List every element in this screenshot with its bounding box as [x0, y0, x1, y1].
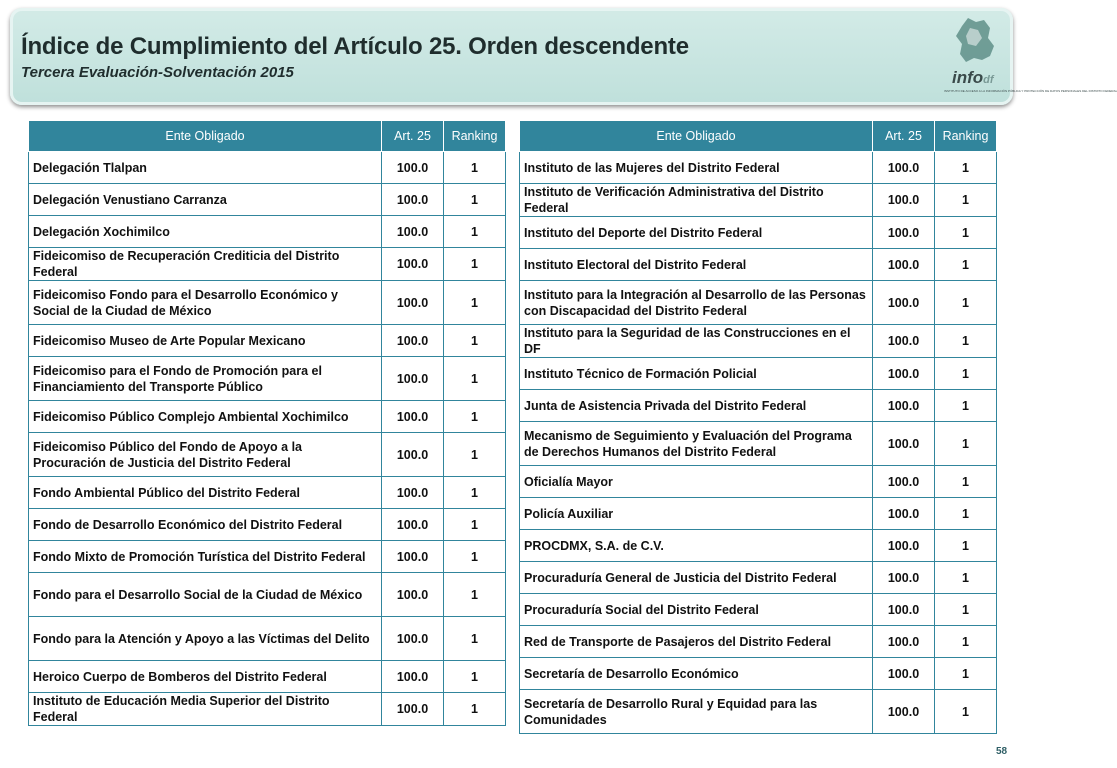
- cell-ente: Junta de Asistencia Privada del Distrito Federal: [520, 390, 873, 422]
- table-row: [520, 249, 997, 281]
- cell-ente: Mecanismo de Seguimiento y Evaluación del Programa de Derechos Humanos del Distrito Federal: [520, 422, 873, 466]
- cell-ente: Policía Auxiliar: [520, 498, 873, 530]
- left-table-body: [29, 152, 506, 726]
- column-header-ente[interactable]: Ente Obligado: [29, 121, 382, 152]
- table-row: [29, 401, 506, 433]
- table-row: [520, 690, 997, 734]
- cell-ranking: 1: [935, 152, 997, 184]
- table-row: [520, 358, 997, 390]
- cell-art25: 100.0: [382, 693, 444, 726]
- table-row: [520, 390, 997, 422]
- cell-ente: Fideicomiso Público Complejo Ambiental Xochimilco: [29, 401, 382, 433]
- cell-ranking: 1: [444, 693, 506, 726]
- cell-ranking: 1: [935, 690, 997, 734]
- cell-ente: Fideicomiso Museo de Arte Popular Mexicano: [29, 325, 382, 357]
- cell-ente: Fondo Ambiental Público del Distrito Federal: [29, 477, 382, 509]
- cell-art25: 100.0: [873, 626, 935, 658]
- table-row: [520, 562, 997, 594]
- cell-ranking: 1: [935, 390, 997, 422]
- cell-art25: 100.0: [873, 390, 935, 422]
- cell-art25: 100.0: [873, 658, 935, 690]
- cell-art25: 100.0: [382, 617, 444, 661]
- cell-ranking: 1: [935, 249, 997, 281]
- cell-art25: 100.0: [873, 498, 935, 530]
- cell-ente: Fideicomiso para el Fondo de Promoción para el Financiamiento del Transporte Público: [29, 357, 382, 401]
- table-row: [520, 594, 997, 626]
- cell-ente: Fondo para la Atención y Apoyo a las Víctimas del Delito: [29, 617, 382, 661]
- cell-art25: 100.0: [873, 184, 935, 217]
- cell-art25: 100.0: [382, 281, 444, 325]
- logo-tagline: INSTITUTO DE ACCESO A LA INFORMACIÓN PÚBLICA Y PROTECCIÓN DE DATOS PERSONALES DEL DISTRITO FEDERAL: [944, 89, 1117, 93]
- cell-ranking: 1: [444, 541, 506, 573]
- table-row: [29, 248, 506, 281]
- left-table-header: [29, 121, 506, 152]
- cell-art25: 100.0: [873, 594, 935, 626]
- column-header-art25[interactable]: Art. 25: [873, 121, 935, 152]
- cell-ente: Delegación Tlalpan: [29, 152, 382, 184]
- column-header-ranking[interactable]: Ranking: [444, 121, 506, 152]
- cell-ente: Secretaría de Desarrollo Rural y Equidad para las Comunidades: [520, 690, 873, 734]
- cell-art25: 100.0: [382, 509, 444, 541]
- table-row: [29, 152, 506, 184]
- cell-ente: Oficialía Mayor: [520, 466, 873, 498]
- cell-art25: 100.0: [873, 358, 935, 390]
- cell-ranking: 1: [444, 184, 506, 216]
- table-row: [520, 498, 997, 530]
- cell-ente: Fondo de Desarrollo Económico del Distrito Federal: [29, 509, 382, 541]
- cell-art25: 100.0: [873, 281, 935, 325]
- cell-ranking: 1: [935, 466, 997, 498]
- cell-ranking: 1: [935, 530, 997, 562]
- cell-art25: 100.0: [873, 217, 935, 249]
- cell-ranking: 1: [444, 325, 506, 357]
- table-row: [29, 433, 506, 477]
- cell-art25: 100.0: [873, 466, 935, 498]
- cell-ranking: 1: [935, 281, 997, 325]
- cell-ranking: 1: [444, 281, 506, 325]
- cell-art25: 100.0: [382, 541, 444, 573]
- cell-ente: Instituto Electoral del Distrito Federal: [520, 249, 873, 281]
- right-table-body: [520, 152, 997, 734]
- cell-ente: Instituto de Verificación Administrativa del Distrito Federal: [520, 184, 873, 217]
- cell-ranking: 1: [444, 401, 506, 433]
- cell-art25: 100.0: [382, 401, 444, 433]
- table-row: [520, 466, 997, 498]
- cell-art25: 100.0: [382, 573, 444, 617]
- cell-art25: 100.0: [382, 433, 444, 477]
- table-row: [29, 617, 506, 661]
- cell-art25: 100.0: [873, 249, 935, 281]
- cell-art25: 100.0: [382, 661, 444, 693]
- cell-ranking: 1: [444, 509, 506, 541]
- table-row: [520, 281, 997, 325]
- table-row: [29, 477, 506, 509]
- cell-ente: Instituto Técnico de Formación Policial: [520, 358, 873, 390]
- cell-art25: 100.0: [382, 357, 444, 401]
- cell-art25: 100.0: [873, 325, 935, 358]
- cell-ranking: 1: [444, 573, 506, 617]
- cell-ranking: 1: [444, 477, 506, 509]
- cell-ente: PROCDMX, S.A. de C.V.: [520, 530, 873, 562]
- left-table: [28, 120, 506, 726]
- cell-art25: 100.0: [873, 562, 935, 594]
- right-table-header: [520, 121, 997, 152]
- column-header-ranking[interactable]: Ranking: [935, 121, 997, 152]
- cell-ente: Instituto de las Mujeres del Distrito Federal: [520, 152, 873, 184]
- cell-ente: Instituto del Deporte del Distrito Federal: [520, 217, 873, 249]
- cell-ranking: 1: [935, 217, 997, 249]
- cell-ente: Fideicomiso Público del Fondo de Apoyo a la Procuración de Justicia del Distrito Federal: [29, 433, 382, 477]
- cell-ranking: 1: [444, 216, 506, 248]
- cell-ente: Fondo Mixto de Promoción Turística del Distrito Federal: [29, 541, 382, 573]
- cell-ente: Procuraduría Social del Distrito Federal: [520, 594, 873, 626]
- cell-art25: 100.0: [873, 690, 935, 734]
- cell-ente: Instituto de Educación Media Superior del Distrito Federal: [29, 693, 382, 726]
- table-row: [29, 216, 506, 248]
- cell-ente: Red de Transporte de Pasajeros del Distrito Federal: [520, 626, 873, 658]
- page-number: 58: [996, 746, 1008, 757]
- cell-ranking: 1: [935, 498, 997, 530]
- cell-ranking: 1: [444, 357, 506, 401]
- cell-ente: Fideicomiso de Recuperación Crediticia del Distrito Federal: [29, 248, 382, 281]
- cell-ente: Fideicomiso Fondo para el Desarrollo Económico y Social de la Ciudad de México: [29, 281, 382, 325]
- cell-ente: Delegación Xochimilco: [29, 216, 382, 248]
- cell-ranking: 1: [935, 626, 997, 658]
- table-row: [520, 152, 997, 184]
- cell-ente: Secretaría de Desarrollo Económico: [520, 658, 873, 690]
- table-row: [29, 661, 506, 693]
- cell-ranking: 1: [935, 358, 997, 390]
- cell-ente: Fondo para el Desarrollo Social de la Ciudad de México: [29, 573, 382, 617]
- table-row: [29, 281, 506, 325]
- cell-ranking: 1: [444, 661, 506, 693]
- table-row: [29, 693, 506, 726]
- cell-ente: Instituto para la Seguridad de las Construcciones en el DF: [520, 325, 873, 358]
- column-header-art25[interactable]: Art. 25: [382, 121, 444, 152]
- cell-ranking: 1: [444, 248, 506, 281]
- table-row: [29, 573, 506, 617]
- table-row: [29, 184, 506, 216]
- cell-art25: 100.0: [873, 530, 935, 562]
- cell-art25: 100.0: [382, 248, 444, 281]
- table-row: [520, 658, 997, 690]
- cell-art25: 100.0: [873, 152, 935, 184]
- right-table: [519, 120, 997, 734]
- cell-ente: Procuraduría General de Justicia del Distrito Federal: [520, 562, 873, 594]
- cell-ranking: 1: [444, 433, 506, 477]
- cell-art25: 100.0: [873, 422, 935, 466]
- cell-ranking: 1: [935, 325, 997, 358]
- cell-art25: 100.0: [382, 477, 444, 509]
- logo-wordmark: infodf: [952, 68, 994, 87]
- cell-ranking: 1: [935, 422, 997, 466]
- table-row: [29, 509, 506, 541]
- table-row: [520, 530, 997, 562]
- cell-art25: 100.0: [382, 184, 444, 216]
- cell-ranking: 1: [935, 562, 997, 594]
- table-row: [520, 217, 997, 249]
- cell-art25: 100.0: [382, 216, 444, 248]
- cell-art25: 100.0: [382, 325, 444, 357]
- cell-ranking: 1: [935, 594, 997, 626]
- cell-ranking: 1: [935, 658, 997, 690]
- cell-ranking: 1: [444, 617, 506, 661]
- table-row: [520, 184, 997, 217]
- cell-ente: Delegación Venustiano Carranza: [29, 184, 382, 216]
- column-header-ente[interactable]: Ente Obligado: [520, 121, 873, 152]
- cell-ranking: 1: [444, 152, 506, 184]
- cell-ente: Heroico Cuerpo de Bomberos del Distrito Federal: [29, 661, 382, 693]
- cell-ente: Instituto para la Integración al Desarrollo de las Personas con Discapacidad del Distrito Federal: [520, 281, 873, 325]
- table-row: [29, 325, 506, 357]
- table-row: [520, 626, 997, 658]
- page-subtitle: Tercera Evaluación-Solventación 2015: [21, 64, 294, 81]
- table-row: [520, 422, 997, 466]
- cell-art25: 100.0: [382, 152, 444, 184]
- cell-ranking: 1: [935, 184, 997, 217]
- table-row: [520, 325, 997, 358]
- table-row: [29, 541, 506, 573]
- table-row: [29, 357, 506, 401]
- page-title: Índice de Cumplimiento del Artículo 25. Orden descendente: [21, 33, 689, 60]
